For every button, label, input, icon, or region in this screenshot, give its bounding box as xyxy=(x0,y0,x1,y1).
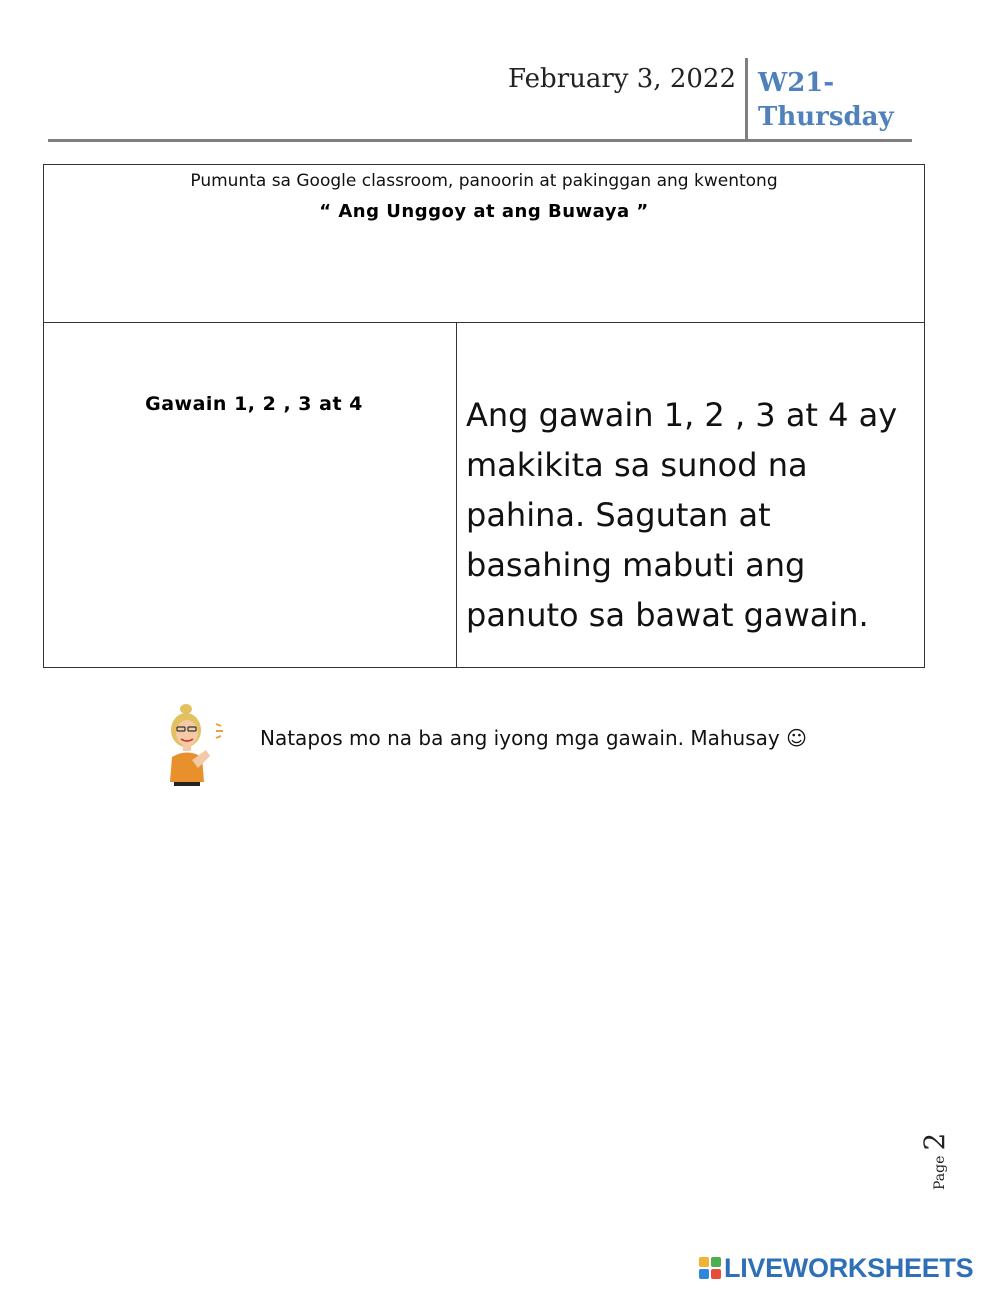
story-title: “ Ang Unggoy at ang Buwaya ” xyxy=(319,201,649,222)
liveworksheets-logo xyxy=(698,1252,973,1284)
header-week-label xyxy=(758,66,928,134)
lesson-table xyxy=(43,164,925,668)
table-row-divider xyxy=(44,322,924,323)
task-description: Ang gawain 1, 2 , 3 at 4 ay makikita sa sunod na pahina. Sagutan at basahing mabuti ang panuto sa bawat gawain. xyxy=(466,396,898,634)
closing-message: Natapos mo na ba ang iyong mga gawain. Mahusay ☺ xyxy=(260,726,807,750)
week-day: Thursday xyxy=(758,102,894,132)
page-number-label xyxy=(918,1110,951,1190)
table-column-divider xyxy=(456,322,457,668)
page-word: Page xyxy=(932,1155,948,1190)
instruction-text: Pumunta sa Google classroom, panoorin at pakinggan ang kwentong xyxy=(190,171,778,191)
header-rule xyxy=(48,139,912,142)
header-divider-vertical xyxy=(745,58,748,140)
page-number: 2 xyxy=(918,1132,951,1151)
clapping-woman-avatar-icon xyxy=(162,700,242,788)
liveworksheets-icon xyxy=(698,1256,722,1280)
task-label: Gawain 1, 2 , 3 at 4 xyxy=(145,393,363,415)
header-date: February 3, 2022 xyxy=(508,64,736,94)
brand-name: LIVEWORKSHEETS xyxy=(724,1252,974,1283)
week-number: W21- xyxy=(758,68,835,98)
